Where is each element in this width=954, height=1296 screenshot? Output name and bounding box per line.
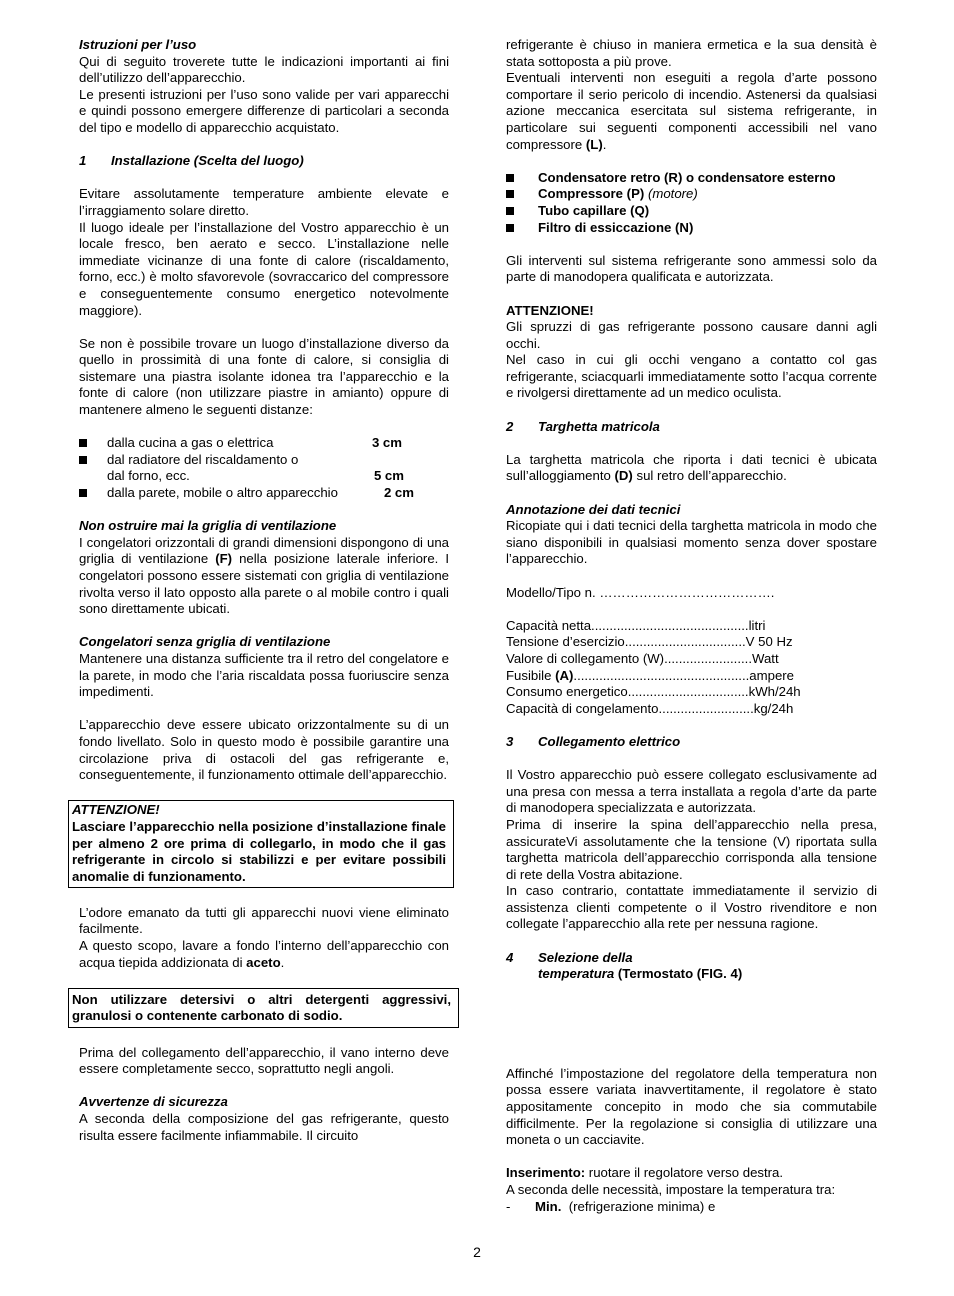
square-bullet-icon <box>506 190 514 198</box>
square-bullet-icon <box>506 207 514 215</box>
distance-label: dal radiatore del riscaldamento o <box>107 451 299 467</box>
annotation-paragraph: Ricopiate qui i dati tecnici della targhetta matricola in modo che siano disponibili in qualsiasi momento senza dover spostare l’apparecchio. <box>506 518 877 567</box>
distance-label: dal forno, ecc. <box>107 468 190 484</box>
annotation-title: Annotazione dei dati tecnici <box>506 501 681 517</box>
component-list <box>506 170 877 236</box>
page-number: 2 <box>473 1244 481 1260</box>
ventilation-paragraph: I congelatori orizzontali di grandi dimensioni dispongono di una griglia di ventilazione (F) nella posizione laterale inferiore. I congelatori possono essere sistemati con griglia di ventilazione rivolta verso il lato opposto alla parete o al mobile contro i quali sono direttamente ubicati. <box>79 534 450 617</box>
warning-text: Lasciare l’apparecchio nella posizione d’installazione finale per almeno 2 ore prima di collegarlo, in modo che il gas refrigerante in circolo si stabilizzi e per evitare possibili anomalie di funzionamento. <box>72 818 446 884</box>
distance-item <box>79 485 449 502</box>
s1-paragraph-1: Evitare assolutamente temperature ambiente elevate e l’irraggiamento solare diretto. <box>79 186 449 218</box>
qualified-paragraph: Gli interventi sul sistema refrigerante sono ammessi solo da parte di manodopera qualificata e autorizzata. <box>506 252 877 285</box>
spec-line: Capacità di congelamento..........................kg/24h <box>506 700 794 716</box>
right-column <box>506 37 877 1215</box>
section-3-number: 3 <box>506 733 514 749</box>
s3-paragraph-2: Prima di inserire la spina dell’apparecchio nella presa, assicurateVi assolutamente che la tensione (V) riportata sulla targhetta matricola dell’apparecchio corrisponda alla tensione di rete della Vostra abitazione. <box>506 816 877 882</box>
s1-paragraph-2: Il luogo ideale per l’installazione del Vostro apparecchio è un locale fresco, ben aerato e secco. L’installazione nelle immediate vicinanze di una fonte di calore (riscaldamento, forno, ecc.) è molto sfavorevole (sovraccarico del compressore e conseguentemente consumo energetico notevolmente maggiore). <box>79 219 449 318</box>
s1-paragraph-3: Se non è possibile trovare un luogo d’installazione diverso da quello in prossimità di una fonte di calore, si consiglia di sistemare una piastra isolante idonea tra l’apparecchio e la fonte di calore (non utilizzare piastre in amianto) oppure di mantenere almeno le seguenti distanze: <box>79 335 449 418</box>
section-2-title: Targhetta matricola <box>538 418 660 434</box>
distance-value: 3 cm <box>371 435 402 451</box>
warning-title: ATTENZIONE! <box>506 302 594 318</box>
section-4-heading: 4 Selezione della temperatura (Termostato (FIG. 4) <box>506 949 743 982</box>
min-setting-line: - Min. (refrigerazione minima) e <box>506 1198 716 1214</box>
safety-paragraph: A seconda della composizione del gas refrigerante, questo risulta essere facilmente infiammabile. Il circuito <box>79 1111 449 1143</box>
warning-text: Non utilizzare detersivi o altri detergenti aggressivi, granulosi o contenente carbonato di sodio. <box>72 991 451 1024</box>
spec-line: Valore di collegamento (W)........................Watt <box>506 650 779 666</box>
distance-value: 2 cm <box>383 485 414 501</box>
spec-line: Fusibile (A)................................................ampere <box>506 667 795 683</box>
square-bullet-icon <box>506 174 514 182</box>
warning-title: ATTENZIONE! <box>72 802 160 818</box>
spec-line: Tensione d’esercizio.................................V 50 Hz <box>506 634 793 650</box>
odor-paragraph-1: L’odore emanato da tutti gli apparecchi nuovi viene eliminato facilmente. <box>79 904 449 937</box>
warning-box-2 <box>68 988 459 1028</box>
section-1-heading <box>79 153 449 170</box>
section-3-title: Collegamento elettrico <box>538 733 681 749</box>
component-item: Condensatore retro (R) o condensatore esterno <box>506 170 877 187</box>
no-ventilation-paragraph: Mantenere una distanza sufficiente tra il retro del congelatore e la parete, in modo che l’aria riscaldata possa fuoriuscire senza impedimenti. <box>79 650 449 700</box>
section-2-number: 2 <box>506 418 514 434</box>
distance-label: dalla parete, mobile o altro apparecchio <box>107 485 338 501</box>
square-bullet-icon <box>506 224 514 232</box>
insert-paragraph-2: A seconda delle necessità, impostare la temperatura tra: <box>506 1182 836 1197</box>
spec-line: Capacità netta...........................................litri <box>506 617 766 633</box>
intro-paragraph-2: Le presenti istruzioni per l’uso sono valide per vari apparecchi e quindi possono emergere differenze di particolari a seconda del tipo e modello di apparecchio acquistato. <box>79 86 449 135</box>
section-1-number: 1 <box>79 153 87 169</box>
warning-paragraph-1: Gli spruzzi di gas refrigerante possono causare danni agli occhi. <box>506 319 877 351</box>
odor-paragraph-2: A questo scopo, lavare a fondo l’interno dell’apparecchio con acqua tiepida addizionata di aceto. <box>79 938 449 970</box>
dash-bullet: - <box>506 1198 511 1214</box>
intro-paragraph-1: Qui di seguito troverete tutte le indicazioni importanti ai fini dell’utilizzo dell’apparecchio. <box>79 53 449 86</box>
component-item: Filtro di essiccazione (N) <box>506 220 877 237</box>
section-4-title-line-1: Selezione della <box>538 949 633 965</box>
insert-paragraph: Inserimento: ruotare il regolatore verso destra. <box>506 1165 784 1181</box>
spec-line: Consumo energetico.................................kWh/24h <box>506 684 801 700</box>
warning-box-1 <box>68 800 454 888</box>
no-ventilation-title: Congelatori senza griglia di ventilazione <box>79 634 331 650</box>
square-bullet-icon <box>79 456 87 464</box>
component-item: Tubo capillare (Q) <box>506 203 877 220</box>
section-1-title: Installazione (Scelta del luogo) <box>111 153 304 169</box>
distance-list <box>79 435 449 501</box>
component-item: Compressore (P) (motore) <box>506 186 877 203</box>
dry-paragraph: Prima del collegamento dell’apparecchio, il vano interno deve essere completamente secco, soprattutto negli angoli. <box>79 1044 449 1077</box>
section-2-heading <box>506 419 877 436</box>
section-4-number: 4 <box>506 949 514 965</box>
square-bullet-icon <box>79 439 87 447</box>
ventilation-title: Non ostruire mai la griglia di ventilazione <box>79 518 337 534</box>
left-column <box>72 37 451 1144</box>
s3-paragraph-3: In caso contrario, contattate immediatamente il servizio di assistenza clienti competente o il Vostro rivenditore e non collegate l’apparecchio alla rete per nessuna ragione. <box>506 883 877 932</box>
distance-item <box>79 435 449 452</box>
s2-paragraph: La targhetta matricola che riporta i dati tecnici è ubicata sull’alloggiamento (D) sul retro dell’apparecchio. <box>506 451 877 484</box>
section-4-title-line-2: temperatura <box>538 966 615 982</box>
intro-title: Istruzioni per l’uso <box>79 37 197 52</box>
s3-paragraph-1: Il Vostro apparecchio può essere collegato esclusivamente ad una presa con messa a terra installata a regola d’arte da parte di manodopera specializzata e autorizzata. <box>506 767 877 816</box>
thermostat-paragraph: Affinché l’impostazione del regolatore della temperatura non possa essere variata inavvertitamente, il regolatore è stato appositamente concepito in modo che sia commutabile difficilmente. Per la regolazione si consiglia di utilizzare una moneta o un cacciavite. <box>506 1065 877 1148</box>
distance-item <box>79 452 449 469</box>
distance-item-cont <box>79 468 449 485</box>
safety-paragraph-2: Eventuali interventi non eseguiti a regola d’arte possono comportare il serio pericolo di incendio. Astenersi da qualsiasi azione meccanica esercitata sul sistema refrigerante, in particolare sui seguenti componenti accessibili nel vano compressore (L). <box>506 70 877 152</box>
safety-continued: refrigerante è chiuso in maniera ermetica e la sua densità è stata sottoposta a più prove. <box>506 37 877 69</box>
warning-paragraph-2: Nel caso in cui gli occhi vengano a contatto col gas refrigerante, sciacquarli immediatamente sotto l’acqua corrente e rivolgersi direttamente ad un medico oculista. <box>506 352 877 401</box>
distance-value: 5 cm <box>373 468 404 484</box>
safety-title: Avvertenze di sicurezza <box>79 1094 228 1110</box>
level-paragraph: L’apparecchio deve essere ubicato orizzontalmente su di un fondo livellato. Solo in questo modo è possibile garantire una circolazione priva di ostacoli del gas refrigerante e, conseguentemente, il funzionamento ottimale dell’apparecchio. <box>79 717 449 783</box>
section-3-heading <box>506 734 877 751</box>
distance-label: dalla cucina a gas o elettrica <box>107 435 274 451</box>
model-line: Modello/Tipo n. …………………………………. <box>506 584 775 600</box>
square-bullet-icon <box>79 489 87 497</box>
